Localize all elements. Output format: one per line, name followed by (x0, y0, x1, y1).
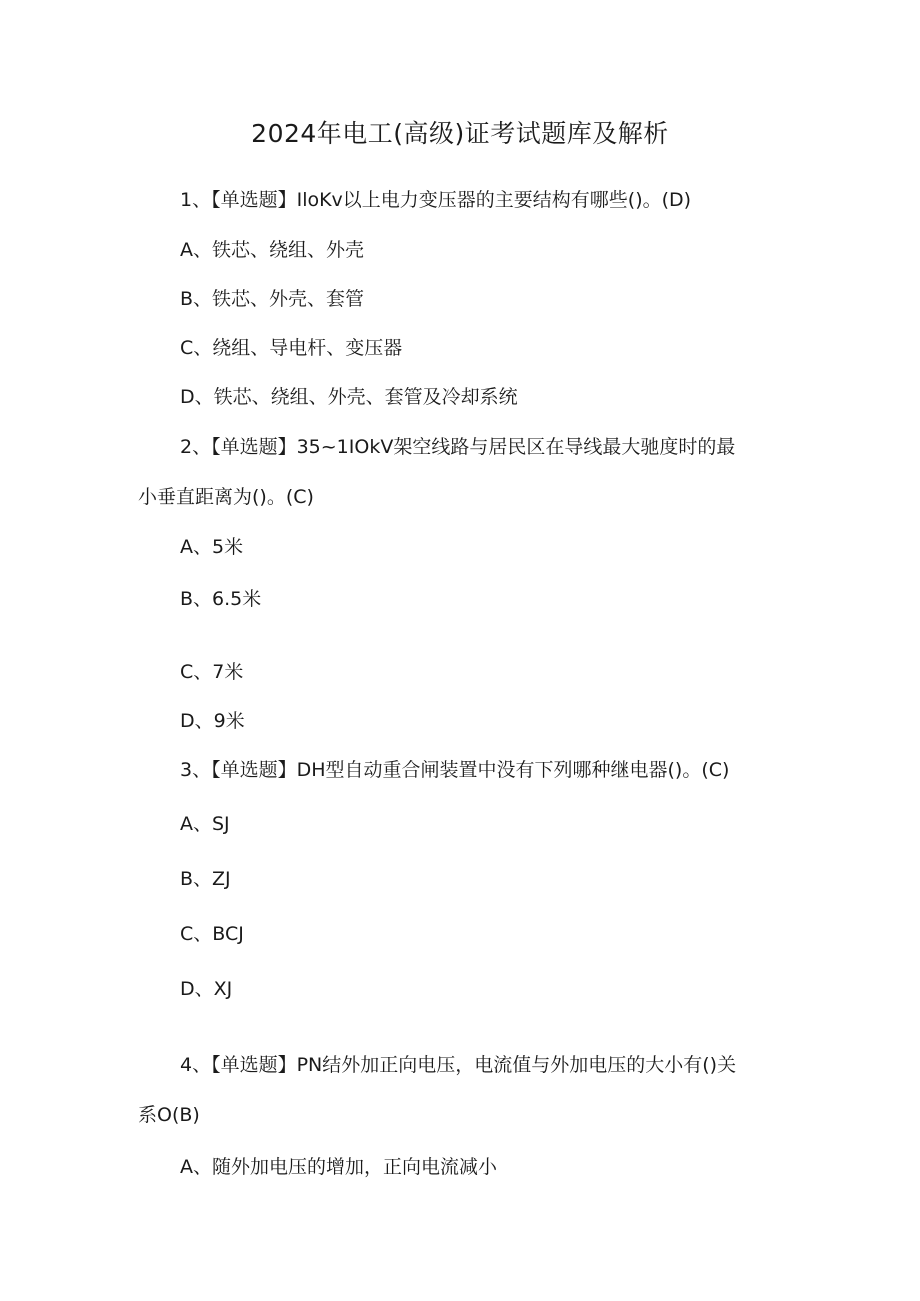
question-1-stem: 1、【单选题】IloKv以上电力变压器的主要结构有哪些()。(D) (180, 189, 692, 211)
question-3-option-a: A、SJ (180, 813, 230, 835)
question-3-option-b: B、ZJ (180, 868, 231, 890)
question-1-option-c: C、绕组、导电杆、变压器 (180, 337, 403, 359)
question-3-stem: 3、【单选题】DH型自动重合闸装置中没有下列哪种继电器()。(C) (180, 759, 730, 781)
question-2-option-c: C、7米 (180, 661, 244, 683)
question-1-option-b: B、铁芯、外壳、套管 (180, 288, 365, 310)
question-2-stem: 2、【单选题】35~1IOkV架空线路与居民区在导线最大驰度时的最 (180, 436, 736, 458)
question-2-option-d: D、9米 (180, 710, 245, 732)
question-4-stem: 4、【单选题】PN结外加正向电压，电流值与外加电压的大小有()关 (180, 1054, 737, 1076)
question-3-option-c: C、BCJ (180, 923, 244, 945)
document-title: 2024年电工(高级)证考试题库及解析 (251, 119, 669, 148)
question-2-option-a: A、5米 (180, 536, 244, 558)
question-2-stem-continuation: 小垂直距离为()。(C) (138, 486, 314, 508)
question-4-option-a: A、随外加电压的增加，正向电流减小 (180, 1156, 497, 1178)
question-3-option-d: D、XJ (180, 978, 233, 1000)
question-1-option-a: A、铁芯、绕组、外壳 (180, 239, 364, 261)
question-1-option-d: D、铁芯、绕组、外壳、套管及冷却系统 (180, 386, 518, 408)
question-2-option-b: B、6.5米 (180, 588, 262, 610)
question-4-stem-continuation: 系O(B) (138, 1104, 200, 1126)
